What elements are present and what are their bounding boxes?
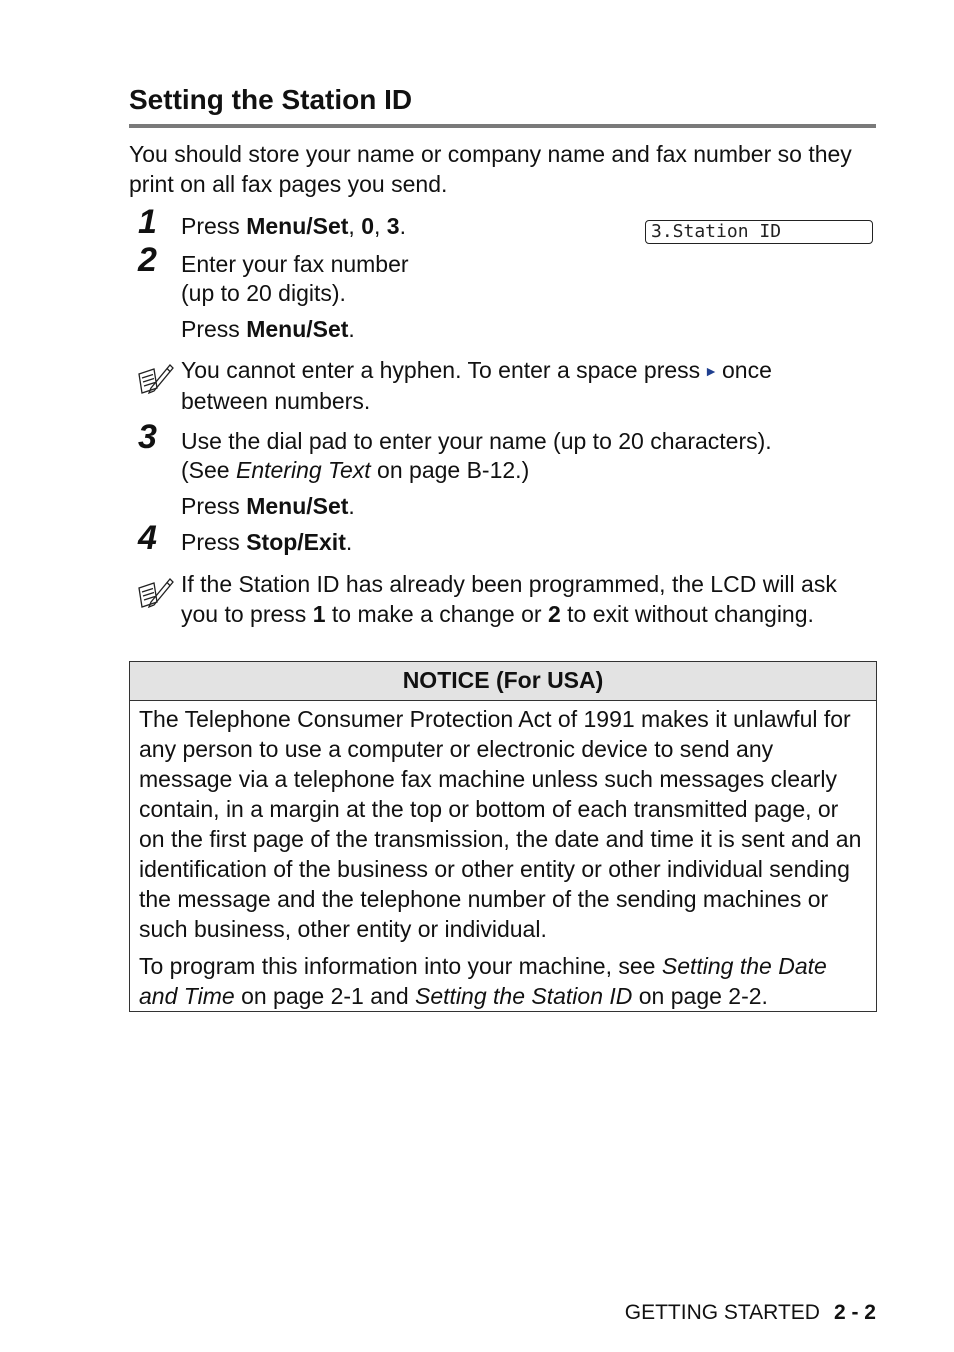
step-number-1: 1 [138, 203, 157, 241]
note-station-id-programmed: If the Station ID has already been programmed, the LCD will ask you to press 1 to make a change or 2 to exit without changing. [181, 571, 837, 627]
step-number-2: 2 [138, 241, 157, 279]
step-3-line-1: Use the dial pad to enter your name (up to 20 characters). [181, 428, 772, 454]
step-2-line-2: (up to 20 digits). [181, 280, 346, 306]
menu-set-key: Menu/Set [246, 493, 349, 519]
note-hyphen: You cannot enter a hyphen. To enter a space press ► once between numbers. [181, 357, 772, 414]
notice-paragraph-1: The Telephone Consumer Protection Act of 1991 makes it unlawful for any person to use a computer or electronic device to send any message via a telephone fax machine unless such messages clearly contain, in a margin at the top or bottom of each transmitted page, or on the first page of the transmission, the date and time it is sent and an identification of the business or other entity or other individual sending the message and the telephone number of the sending machines or such business, other entity or individual. [139, 706, 862, 942]
step-number-4: 4 [138, 519, 157, 557]
page-footer [625, 1298, 876, 1328]
note-pencil-icon [136, 362, 176, 398]
step-3-reference: (See Entering Text on page B-12.) [181, 457, 530, 483]
step-3-press: Press Menu/Set. [181, 493, 355, 519]
menu-set-key: Menu/Set [246, 213, 349, 239]
menu-set-key: Menu/Set [246, 316, 349, 342]
step-2-line-1: Enter your fax number [181, 251, 409, 277]
footer-section: GETTING STARTED [624, 1301, 820, 1324]
lcd-display: 3.Station ID [645, 220, 873, 244]
note-pencil-icon [136, 576, 176, 612]
intro-paragraph: You should store your name or company name and fax number so they print on all fax pages you send. [129, 141, 852, 197]
footer-page-number: 2 - 2 [833, 1301, 876, 1324]
key-0: 0 [361, 213, 374, 239]
notice-box [129, 661, 877, 1012]
stop-exit-key: Stop/Exit [246, 529, 346, 555]
step-4-text: Press Stop/Exit. [181, 529, 353, 555]
right-arrow-icon: ► [704, 363, 719, 379]
step-2-press: Press Menu/Set. [181, 316, 355, 342]
notice-title: NOTICE (For USA) [130, 662, 876, 701]
key-3: 3 [386, 213, 400, 239]
step-1-text: Press Menu/Set, 0, 3. [181, 213, 406, 239]
section-heading: Setting the Station ID [129, 80, 876, 128]
step-number-3: 3 [138, 418, 157, 456]
notice-paragraph-2: To program this information into your machine, see Setting the Date and Time on page 2-1 and Setting the Station ID on page 2-2. [139, 953, 827, 1009]
